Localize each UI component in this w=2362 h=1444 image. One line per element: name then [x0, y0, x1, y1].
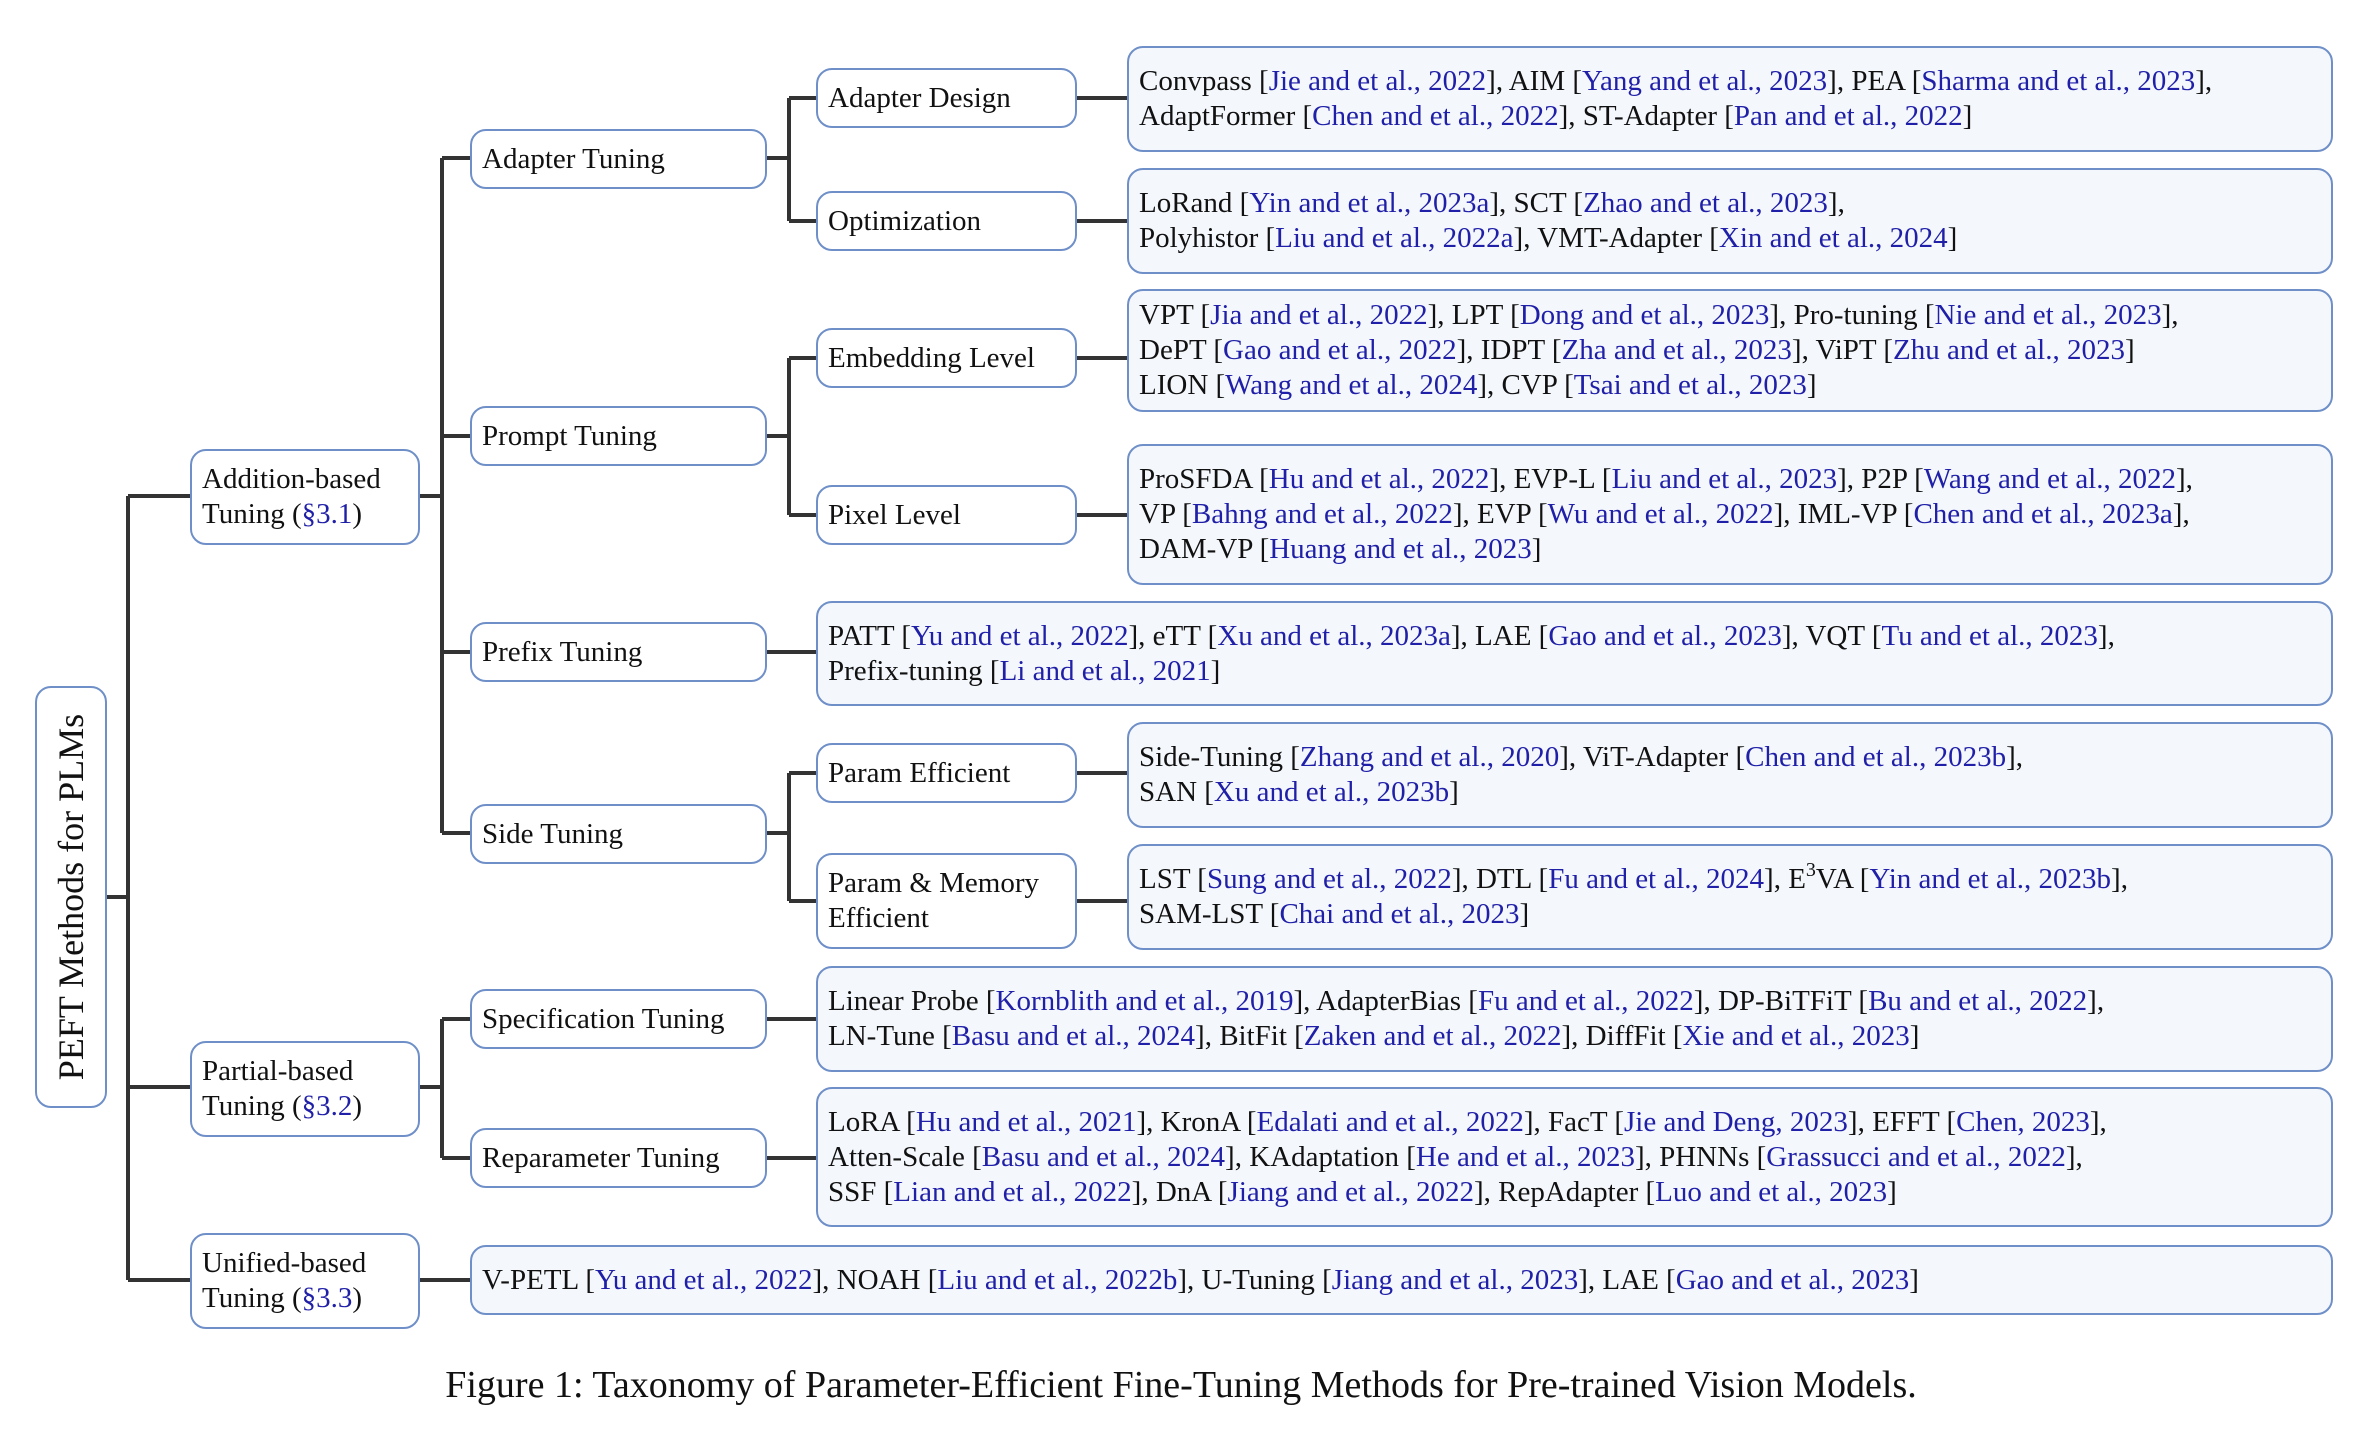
- category-subtitle: Tuning (§3.1): [202, 498, 363, 530]
- root-node: [35, 686, 107, 1108]
- subcategory-side-tuning: Side Tuning: [470, 804, 767, 864]
- method-name: ], ST-Adapter [: [1558, 100, 1734, 132]
- citation-link[interactable]: Liu and et al., 2023: [1611, 463, 1838, 495]
- citation-link[interactable]: Yin and et al., 2023a: [1249, 187, 1490, 219]
- citation-link[interactable]: Xie and et al., 2023: [1682, 1020, 1910, 1052]
- citation-link[interactable]: Zha and et al., 2023: [1561, 334, 1792, 366]
- citation-link[interactable]: Zhang and et al., 2020: [1299, 741, 1560, 773]
- method-line: [1139, 897, 2128, 932]
- citation-link[interactable]: Luo and et al., 2023: [1655, 1175, 1888, 1208]
- leaf-param-efficient-methods: [1127, 722, 2333, 828]
- category-subtitle: Tuning (§3.3): [202, 1282, 363, 1314]
- method-name: ],: [2195, 65, 2213, 97]
- method-name: ], SCT [: [1489, 187, 1584, 219]
- citation-link[interactable]: Gao and et al., 2022: [1223, 334, 1457, 366]
- leaf-optimization-methods: [1127, 168, 2333, 274]
- method-name: ], VMT-Adapter [: [1513, 222, 1719, 254]
- group-optimization: Optimization: [816, 191, 1077, 251]
- figure-caption: Figure 1: Taxonomy of Parameter-Efficient Fine-Tuning Methods for Pre-trained Vision Models.: [445, 1364, 1917, 1406]
- subcategory-prefix-tuning: Prefix Tuning: [470, 622, 767, 682]
- method-name: ], VQT [: [1781, 619, 1882, 652]
- citation-link[interactable]: Pan and et al., 2022: [1733, 100, 1963, 132]
- citation-link[interactable]: Xin and et al., 2024: [1718, 222, 1948, 254]
- method-name: DAM-VP [: [1139, 533, 1270, 565]
- citation-link[interactable]: Zhu and et al., 2023: [1893, 334, 2125, 366]
- citation-link[interactable]: He and et al., 2023: [1415, 1140, 1635, 1173]
- method-line: [828, 619, 2115, 654]
- group-pixel-level: Pixel Level: [816, 485, 1077, 545]
- method-name: ], RepAdapter [: [1473, 1175, 1656, 1208]
- method-name: ], LAE [: [1450, 619, 1549, 652]
- method-name: ]: [1909, 1020, 1920, 1052]
- method-line: [1139, 497, 2193, 532]
- leaf-param-memory-methods: [1127, 844, 2333, 950]
- method-name: ], PHNNs [: [1634, 1140, 1767, 1173]
- method-name: ]: [1806, 369, 1817, 401]
- citation-link[interactable]: Fu and et al., 2024: [1548, 863, 1765, 895]
- method-name: Linear Probe [: [828, 985, 996, 1017]
- subcategory-reparameter-tuning: Reparameter Tuning: [470, 1128, 767, 1188]
- method-name: ], DP-BiTFiT [: [1693, 985, 1869, 1017]
- method-name: ], U-Tuning [: [1177, 1263, 1332, 1296]
- method-name: Atten-Scale [: [828, 1140, 982, 1173]
- method-line: [828, 1105, 2107, 1140]
- method-name: ], DiffFit [: [1561, 1020, 1683, 1052]
- method-name: VP [: [1139, 498, 1192, 530]
- method-line: [1139, 740, 2023, 775]
- method-line: [1139, 186, 1957, 221]
- method-name: ]: [1962, 100, 1973, 132]
- method-name: LST [: [1139, 863, 1207, 895]
- citation-link[interactable]: Wang and et al., 2022: [1923, 463, 2176, 495]
- citation-link[interactable]: Li and et al., 2021: [999, 654, 1211, 687]
- group-param-efficient: Param Efficient: [816, 743, 1077, 803]
- citation-link[interactable]: Jiang and et al., 2023: [1331, 1263, 1579, 1296]
- method-name: ], DnA [: [1131, 1175, 1228, 1208]
- category-title: Unified-based: [202, 1247, 367, 1279]
- citation-link[interactable]: Gao and et al., 2023: [1548, 619, 1782, 652]
- method-name: VA [: [1815, 863, 1870, 895]
- category-partial-based: [190, 1041, 420, 1137]
- citation-link[interactable]: Dong and et al., 2023: [1519, 299, 1770, 331]
- method-name: ], BitFit [: [1195, 1020, 1304, 1052]
- method-name: ]: [1887, 1175, 1897, 1208]
- root-label: PEFT Methods for PLMs: [51, 713, 91, 1081]
- method-line: [1139, 99, 2212, 134]
- method-line: [1139, 532, 2193, 567]
- citation-link[interactable]: Jie and et al., 2022: [1268, 65, 1487, 97]
- citation-link[interactable]: Tsai and et al., 2023: [1573, 369, 1807, 401]
- citation-link[interactable]: Bahng and et al., 2022: [1191, 498, 1453, 530]
- citation-link[interactable]: Jia and et al., 2022: [1210, 299, 1428, 331]
- leaf-specification-methods: [816, 966, 2333, 1072]
- method-name: Polyhistor [: [1139, 222, 1276, 254]
- citation-link[interactable]: Liu and et al., 2022b: [937, 1263, 1178, 1296]
- superscript: 3: [1805, 859, 1816, 881]
- method-name: ],: [2089, 1105, 2107, 1138]
- citation-link[interactable]: Yin and et al., 2023b: [1869, 863, 2112, 895]
- method-name: LN-Tune [: [828, 1020, 952, 1052]
- citation-link[interactable]: Gao and et al., 2023: [1675, 1263, 1910, 1296]
- method-name: ], AdapterBias [: [1293, 985, 1478, 1017]
- method-name: AdaptFormer [: [1139, 100, 1313, 132]
- citation-link[interactable]: Lian and et al., 2022: [893, 1175, 1132, 1208]
- method-name: ],: [2087, 985, 2105, 1017]
- method-name: ], P2P [: [1837, 463, 1924, 495]
- method-name: Prefix-tuning [: [828, 654, 1000, 687]
- citation-link[interactable]: Yu and et al., 2022: [595, 1263, 813, 1296]
- method-name: ], ViT-Adapter [: [1559, 741, 1746, 773]
- method-name: LoRand [: [1139, 187, 1250, 219]
- method-name: ],: [2065, 1140, 2083, 1173]
- method-name: ], KronA [: [1136, 1105, 1257, 1138]
- leaf-embedding-level-methods: [1127, 289, 2333, 412]
- method-name: ], Pro-tuning [: [1769, 299, 1935, 331]
- citation-link[interactable]: Liu and et al., 2022a: [1275, 222, 1514, 254]
- method-name: ], CVP [: [1477, 369, 1574, 401]
- method-line: [1139, 775, 2023, 810]
- citation-link[interactable]: Edalati and et al., 2022: [1256, 1105, 1524, 1138]
- method-name: SAM-LST [: [1139, 898, 1280, 930]
- citation-link[interactable]: Hu and et al., 2021: [915, 1105, 1137, 1138]
- method-line: [828, 1019, 2104, 1054]
- citation-link[interactable]: Chai and et al., 2023: [1279, 898, 1520, 930]
- category-addition-based: [190, 449, 420, 545]
- method-line: [1139, 298, 2179, 333]
- method-line: [828, 984, 2104, 1019]
- citation-link[interactable]: Chen and et al., 2022: [1312, 100, 1559, 132]
- method-line: [1139, 64, 2212, 99]
- method-name: Side-Tuning [: [1139, 741, 1300, 773]
- citation-link[interactable]: Tu and et al., 2023: [1881, 619, 2098, 652]
- method-name: ], PEA [: [1827, 65, 1922, 97]
- group-embedding-level: Embedding Level: [816, 328, 1077, 388]
- section-link[interactable]: §3.2: [301, 1090, 353, 1122]
- method-line: [1139, 333, 2179, 368]
- method-name: ], eTT [: [1128, 619, 1218, 652]
- method-line: [1139, 859, 2128, 897]
- citation-link[interactable]: Sharma and et al., 2023: [1921, 65, 2196, 97]
- method-name: V-PETL [: [482, 1263, 596, 1296]
- method-name: ], AIM [: [1486, 65, 1583, 97]
- method-name: ],: [2172, 498, 2190, 530]
- method-line: [1139, 221, 1957, 256]
- method-name: LoRA [: [828, 1105, 916, 1138]
- citation-link[interactable]: Xu and et al., 2023b: [1213, 776, 1450, 808]
- method-name: ], LAE [: [1578, 1263, 1676, 1296]
- method-name: ],: [2161, 299, 2179, 331]
- subcategory-adapter-tuning: Adapter Tuning: [470, 129, 767, 189]
- method-line: [482, 1263, 1919, 1298]
- citation-link[interactable]: Zhao and et al., 2023: [1583, 187, 1828, 219]
- method-name: ],: [2111, 863, 2128, 895]
- method-name: ],: [2097, 619, 2115, 652]
- method-name: ],: [2176, 463, 2193, 495]
- citation-link[interactable]: Yu and et al., 2022: [911, 619, 1129, 652]
- leaf-adapter-design-methods: [1127, 46, 2333, 152]
- method-name: ], EVP-L [: [1489, 463, 1612, 495]
- category-title: Addition-based: [202, 463, 381, 495]
- citation-link[interactable]: Jiang and et al., 2022: [1227, 1175, 1474, 1208]
- citation-link[interactable]: Chen, 2023: [1956, 1105, 2090, 1138]
- subcategory-specification-tuning: Specification Tuning: [470, 989, 767, 1049]
- citation-link[interactable]: Hu and et al., 2022: [1268, 463, 1490, 495]
- method-name: Convpass [: [1139, 65, 1269, 97]
- citation-link[interactable]: Wu and et al., 2022: [1547, 498, 1774, 530]
- leaf-prefix-methods: [816, 601, 2333, 706]
- citation-link[interactable]: Chen and et al., 2023a: [1913, 498, 2173, 530]
- citation-link[interactable]: Xu and et al., 2023a: [1217, 619, 1451, 652]
- method-name: ], FacT [: [1523, 1105, 1624, 1138]
- leaf-reparameter-methods: [816, 1087, 2333, 1227]
- method-name: ], E: [1764, 863, 1806, 895]
- group-param-memory-efficient: Param & Memory Efficient: [816, 853, 1077, 949]
- method-line: [1139, 368, 2179, 403]
- category-subtitle: Tuning (§3.2): [202, 1090, 363, 1122]
- method-name: ],: [1827, 187, 1845, 219]
- method-name: ], KAdaptation [: [1225, 1140, 1416, 1173]
- method-name: ],: [2006, 741, 2023, 773]
- method-name: ]: [1909, 1263, 1919, 1296]
- citation-link[interactable]: Bu and et al., 2022: [1868, 985, 2088, 1017]
- method-name: VPT [: [1139, 299, 1211, 331]
- section-link[interactable]: §3.3: [301, 1282, 353, 1314]
- method-name: ], NOAH [: [812, 1263, 938, 1296]
- citation-link[interactable]: Nie and et al., 2023: [1934, 299, 2162, 331]
- method-name: LION [: [1139, 369, 1226, 401]
- method-name: SSF [: [828, 1175, 894, 1208]
- method-name: ]: [1947, 222, 1958, 254]
- method-name: PATT [: [828, 619, 912, 652]
- citation-link[interactable]: Zaken and et al., 2022: [1303, 1020, 1562, 1052]
- method-name: ], DTL [: [1451, 863, 1549, 895]
- method-name: ], LPT [: [1427, 299, 1520, 331]
- citation-link[interactable]: Jie and Deng, 2023: [1624, 1105, 1848, 1138]
- method-name: ]: [1519, 898, 1530, 930]
- method-line: [828, 1140, 2107, 1175]
- method-name: ], IML-VP [: [1773, 498, 1914, 530]
- method-name: ], ViPT [: [1791, 334, 1894, 366]
- leaf-pixel-level-methods: [1127, 444, 2333, 585]
- citation-link[interactable]: Huang and et al., 2023: [1269, 533, 1532, 565]
- method-name: ProSFDA [: [1139, 463, 1269, 495]
- section-link[interactable]: §3.1: [301, 498, 353, 530]
- citation-link[interactable]: Yang and et al., 2023: [1582, 65, 1828, 97]
- group-adapter-design: Adapter Design: [816, 68, 1077, 128]
- citation-link[interactable]: Wang and et al., 2024: [1225, 369, 1478, 401]
- subcategory-prompt-tuning: Prompt Tuning: [470, 406, 767, 466]
- leaf-unified-methods: [470, 1245, 2333, 1315]
- method-line: [828, 654, 2115, 689]
- category-title: Partial-based: [202, 1055, 354, 1087]
- citation-link[interactable]: Basu and et al., 2024: [951, 1020, 1196, 1052]
- method-name: ], IDPT [: [1456, 334, 1562, 366]
- method-name: DePT [: [1139, 334, 1224, 366]
- citation-link[interactable]: Kornblith and et al., 2019: [995, 985, 1294, 1017]
- citation-link[interactable]: Sung and et al., 2022: [1206, 863, 1452, 895]
- citation-link[interactable]: Fu and et al., 2022: [1477, 985, 1694, 1017]
- category-unified-based: [190, 1233, 420, 1329]
- citation-link[interactable]: Grassucci and et al., 2022: [1766, 1140, 2066, 1173]
- method-name: ], EVP [: [1452, 498, 1548, 530]
- method-name: ]: [2124, 334, 2135, 366]
- citation-link[interactable]: Basu and et al., 2024: [981, 1140, 1226, 1173]
- method-line: [828, 1175, 2107, 1210]
- method-name: ], EFFT [: [1847, 1105, 1957, 1138]
- method-name: SAN [: [1139, 776, 1214, 808]
- method-name: ]: [1531, 533, 1542, 565]
- method-name: ]: [1210, 654, 1221, 687]
- method-name: ]: [1449, 776, 1459, 808]
- method-line: [1139, 462, 2193, 497]
- citation-link[interactable]: Chen and et al., 2023b: [1745, 741, 2007, 773]
